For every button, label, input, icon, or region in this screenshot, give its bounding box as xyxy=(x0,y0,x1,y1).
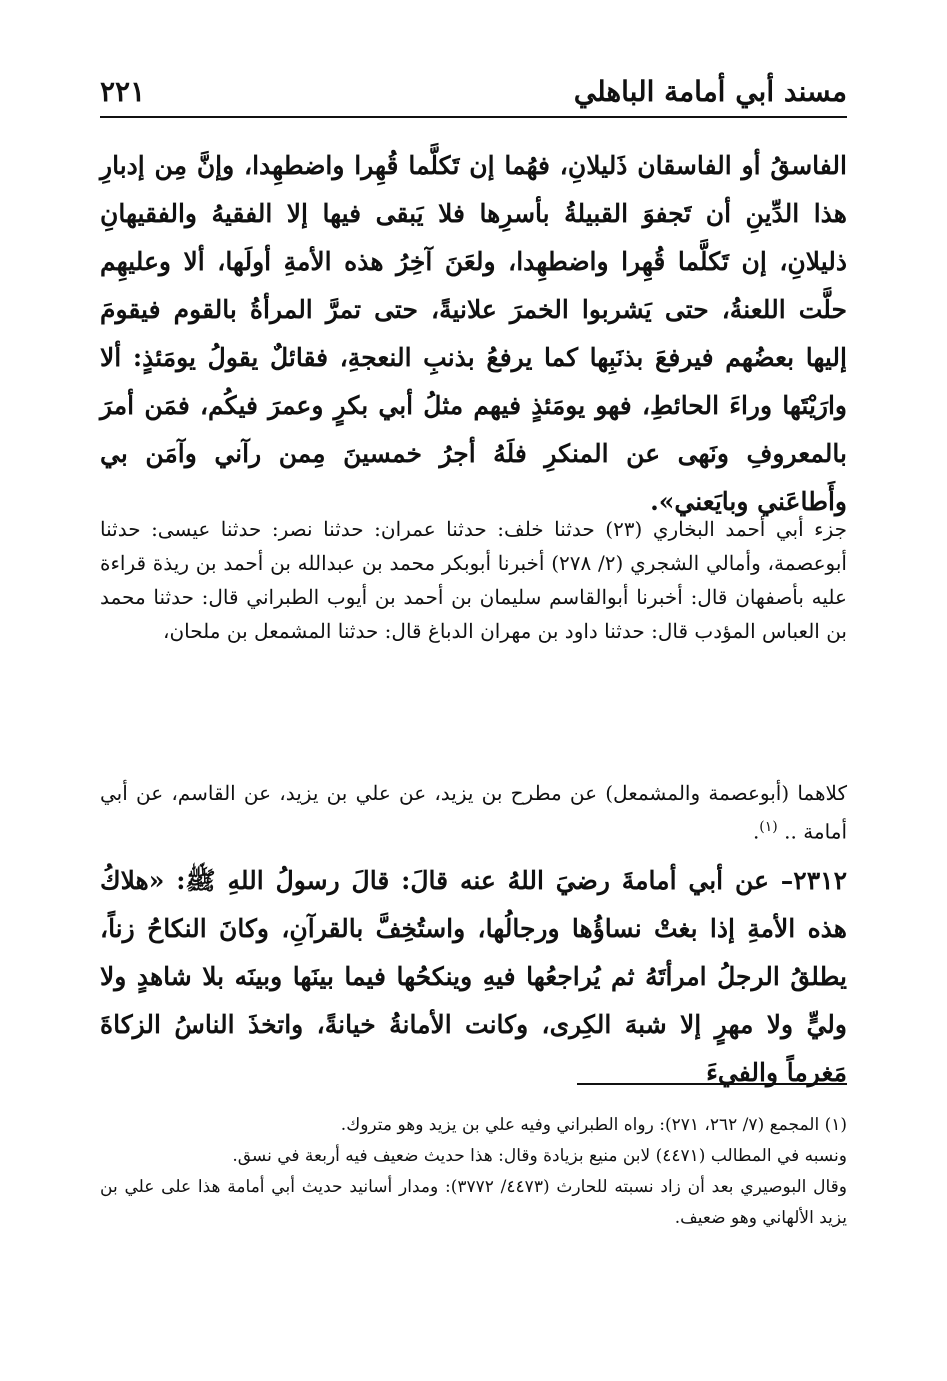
source-paragraph: جزء أبي أحمد البخاري (٢٣) حدثنا خلف: حدثنا عمران: حدثنا نصر: حدثنا عيسى: حدثنا أبوعصمة، وأمالي الشجري (٢/ ٢٧٨) أخبرنا أبوبكر محمد بن عبدالله بن أحمد بن ريذة قراءة عليه بأصفهان قال: أخبرنا أبوالقاسم سليمان بن أحمد بن أيوب الطبراني قال: حدثنا محمد بن العباس المؤدب قال: حدثنا داود بن مهران الدباغ قال: حدثنا المشمعل بن ملحان، xyxy=(100,517,847,643)
page-number: ٢٢١ xyxy=(100,75,146,108)
running-title: مسند أبي أمامة الباهلي xyxy=(573,75,847,108)
footnotes xyxy=(100,1110,847,1234)
footnote-1: (١) المجمع (٧/ ٢٦٢، ٢٧١): رواه الطبراني وفيه علي بن يزيد وهو متروك. xyxy=(340,1115,847,1135)
chain-text: كلاهما (أبوعصمة والمشمعل) عن مطرح بن يزيد، عن علي بن يزيد، عن القاسم، عن أبي أمامة .. xyxy=(100,781,847,844)
chain-paragraph: كلاهما (أبوعصمة والمشمعل) عن مطرح بن يزيد، عن علي بن يزيد، عن القاسم، عن أبي أمامة .. $^{(١)}$. xyxy=(100,781,847,844)
footnote-1-line-3: وقال البوصيري بعد أن زاد نسبته للحارث (٤٤٧٣/ ٣٧٧٢): ومدار أسانيد حديث أبي أمامة هذا على علي بن يزيد الألهاني وهو ضعيف. xyxy=(100,1177,847,1228)
page-header xyxy=(100,72,847,118)
footnote-1-line-2: ونسبه في المطالب (٤٤٧١) لابن منيع بزيادة وقال: هذا حديث ضعيف فيه أربعة في نسق. xyxy=(232,1146,847,1166)
hadith-continuation-text: الفاسقُ أو الفاسقان ذَليلانِ، فهُما إن تَكلَّما قُهِرا واضطهِدا، وإنَّ مِن إدبارِ هذا الدِّينِ أن تَجفوَ القبيلةُ بأسرِها فلا يَبقى فيها إلا الفقيهُ والفقيهانِ ذليلانِ، إن تَكلَّما قُهِرا واضطهِدا، ولعَنَ آخِرُ هذه الأمةِ أولَها، ألا وعليهِم حلَّت اللعنةُ، حتى يَشربوا الخمرَ علانيةً، حتى تمرَّ المرأةُ بالقوم فيقومَ إليها بعضُهم فيرفعَ بذنَبِها كما يرفعُ بذنبِ النعجةِ، فقائلٌ يقولُ يومَئذٍ: ألا وارَيْتَها وراءَ الحائطِ، فهو يومَئذٍ فيهم مثلُ أبي بكرٍ وعمرَ فيكُم، فمَن أمرَ بالمعروفِ ونَهى عن المنكرِ فلَهُ أجرُ خمسينَ مِمن رآني وآمَن بي وأَطاعَني وبايَعني». xyxy=(100,151,847,516)
hadith-2312-text: ٢٣١٢– عن أبي أمامةَ رضيَ اللهُ عنه قالَ: قالَ رسولُ اللهِ ﷺ: «هلاكُ هذه الأمةِ إذا بغتْ نساؤُها ورجالُها، واستُخِفَّ بالقرآنِ، وكانَ النكاحُ زناً، يطلقُ الرجلُ امرأتَهُ ثم يُراجعُها فيهِ وينكحُها فيما بينَها وبينَه بلا شاهدٍ ولا وليٍّ ولا مهرٍ إلا شبهَ الكِرى، وكانت الأمانةُ خيانةً، واتخذَ الناسُ الزكاةَ مَغرماً والفيءَ xyxy=(100,866,847,1087)
header-rule xyxy=(100,116,847,118)
footnote-marker: (١) xyxy=(759,819,778,835)
footnote-rule xyxy=(577,1083,847,1085)
